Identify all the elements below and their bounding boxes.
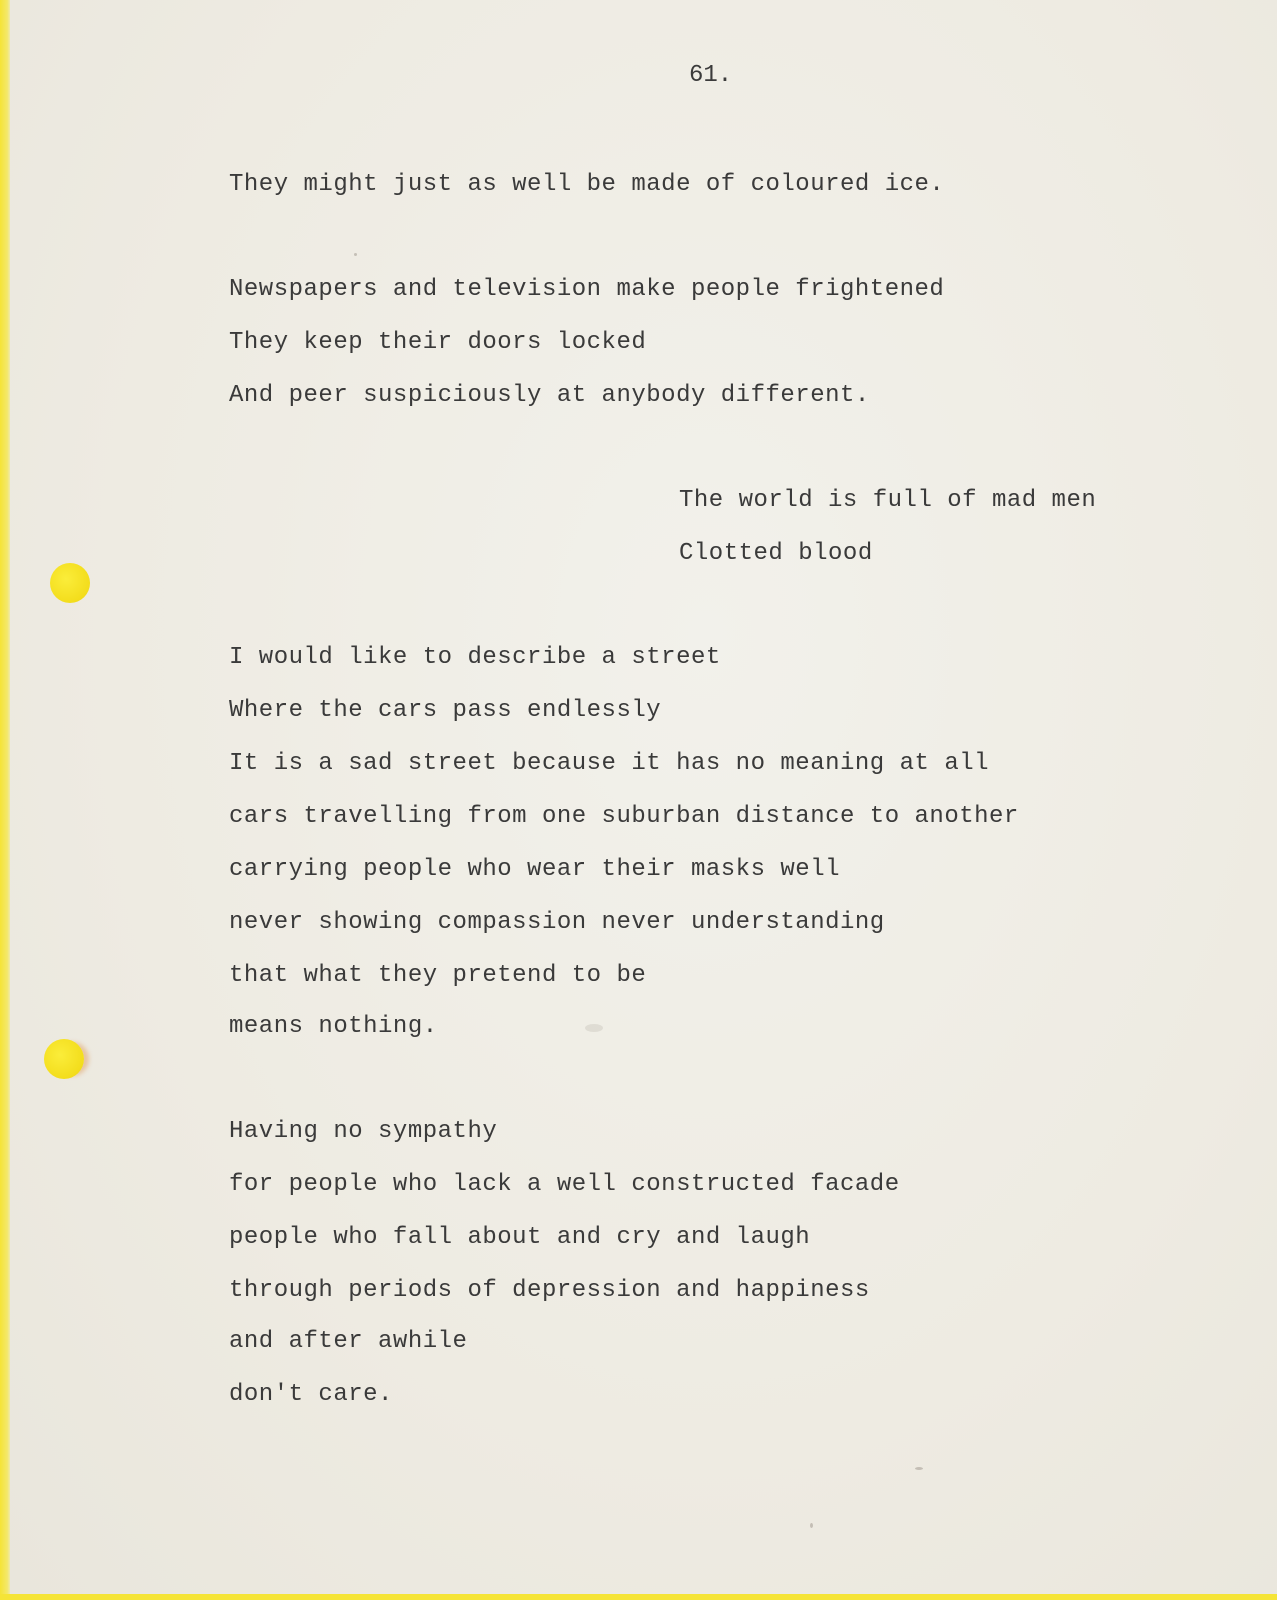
paper-speck <box>354 253 357 256</box>
poem-line: for people who lack a well constructed facade <box>229 1171 900 1198</box>
typewritten-page <box>10 0 1277 1594</box>
poem-line: I would like to describe a street <box>229 644 721 671</box>
poem-line: never showing compassion never understanding <box>229 909 885 936</box>
punch-hole-top <box>50 563 90 603</box>
poem-line: and after awhile <box>229 1328 468 1355</box>
poem-line: And peer suspiciously at anybody different. <box>229 382 870 409</box>
poem-line: carrying people who wear their masks well <box>229 856 840 883</box>
paper-speck <box>915 1467 923 1470</box>
paper-speck <box>585 1024 603 1032</box>
poem-line: It is a sad street because it has no meaning at all <box>229 750 990 777</box>
poem-line: that what they pretend to be <box>229 962 647 989</box>
poem-line: Having no sympathy <box>229 1118 498 1145</box>
poem-line: They might just as well be made of coloured ice. <box>229 171 945 198</box>
poem-line: cars travelling from one suburban distance to another <box>229 803 1019 830</box>
page-number: 61. <box>689 62 733 89</box>
poem-line: means nothing. <box>229 1013 438 1040</box>
poem-line: don't care. <box>229 1381 393 1408</box>
poem-line-indented: The world is full of mad men <box>679 487 1097 514</box>
poem-line: through periods of depression and happiness <box>229 1277 870 1304</box>
yellow-bottom-edge <box>0 1594 1277 1600</box>
poem-line: people who fall about and cry and laugh <box>229 1224 811 1251</box>
punch-hole-bottom <box>44 1039 84 1079</box>
poem-line: They keep their doors locked <box>229 329 647 356</box>
poem-line: Where the cars pass endlessly <box>229 697 662 724</box>
paper-speck <box>810 1523 813 1528</box>
poem-line-indented: Clotted blood <box>679 540 873 567</box>
poem-line: Newspapers and television make people frightened <box>229 276 945 303</box>
